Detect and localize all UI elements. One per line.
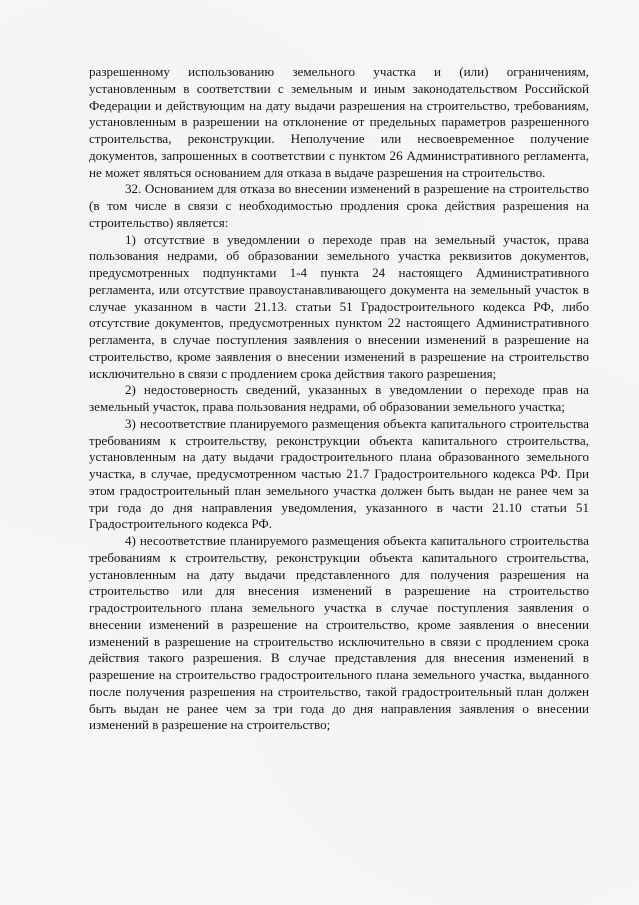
document-body: [89, 64, 589, 734]
paragraph-continuation: разрешенному использованию земельного участка и (или) ограничениям, установленным в соответствии с земельным и иным законодательством Российской Федерации и действующим на дату выдачи разрешения на строительство, требованиям, установленным в разрешении на отклонение от предельных параметров разрешенного строительства, реконструкции. Неполучение или несвоевременное получение документов, запрошенных в соответствии с пунктом 26 Административного регламента, не может являться основанием для отказа в выдаче разрешения на строительство.: [89, 64, 589, 180]
paragraph-item-2: 2) недостоверность сведений, указанных в уведомлении о переходе прав на земельный участок, права пользования недрами, об образовании земельного участка;: [89, 382, 589, 414]
paragraph-item-3: 3) несоответствие планируемого размещения объекта капитального строительства требованиям к строительству, реконструкции объекта капитального строительства, установленным на дату выдачи градостроительного плана образованного земельного участка, в случае, предусмотренном частью 21.7 Градостроительного кодекса РФ. При этом градостроительный план земельного участка должен быть выдан не ранее чем за три года до дня направления уведомления, указанного в части 21.10 статьи 51 Градостроительного кодекса РФ.: [89, 415, 589, 532]
paragraph-32: 32. Основанием для отказа во внесении изменений в разрешение на строительство (в том числе в связи с необходимостью продления срока действия разрешения на строительство) является:: [89, 181, 589, 230]
paragraph-item-4: 4) несоответствие планируемого размещения объекта капитального строительства требованиям к строительству, реконструкции объекта капитального строительства, установленным на дату выдачи представленного для получения разрешения на строительство или для внесения изменений в разрешение на строительство градостроительного плана земельного участка в случае поступления заявления о внесении изменений в разрешение на строительство, кроме заявления о внесении изменений в разрешение на строительство исключительно в связи с продлением срока действия такого разрешения. В случае представления для внесения изменений в разрешение на строительство градостроительного плана земельного участка, выданного после получения разрешения на строительство, такой градостроительный план должен быть выдан не ранее чем за три года до дня направления заявления о внесении изменений в разрешение на строительство;: [89, 533, 589, 733]
paragraph-item-1: 1) отсутствие в уведомлении о переходе прав на земельный участок, права пользования недрами, об образовании земельного участка реквизитов документов, предусмотренных подпунктами 1-4 пункта 24 настоящего Административного регламента, или отсутствие правоустанавливающего документа на земельный участок в случае указанном в части 21.13. статьи 51 Градостроительного кодекса РФ, либо отсутствие документов, предусмотренных пунктом 22 настоящего Административного регламента, в случае поступления заявления о внесении изменений в разрешение на строительство, кроме заявления о внесении изменений в разрешение на строительство исключительно в связи с продлением срока действия такого разрешения;: [89, 231, 589, 381]
